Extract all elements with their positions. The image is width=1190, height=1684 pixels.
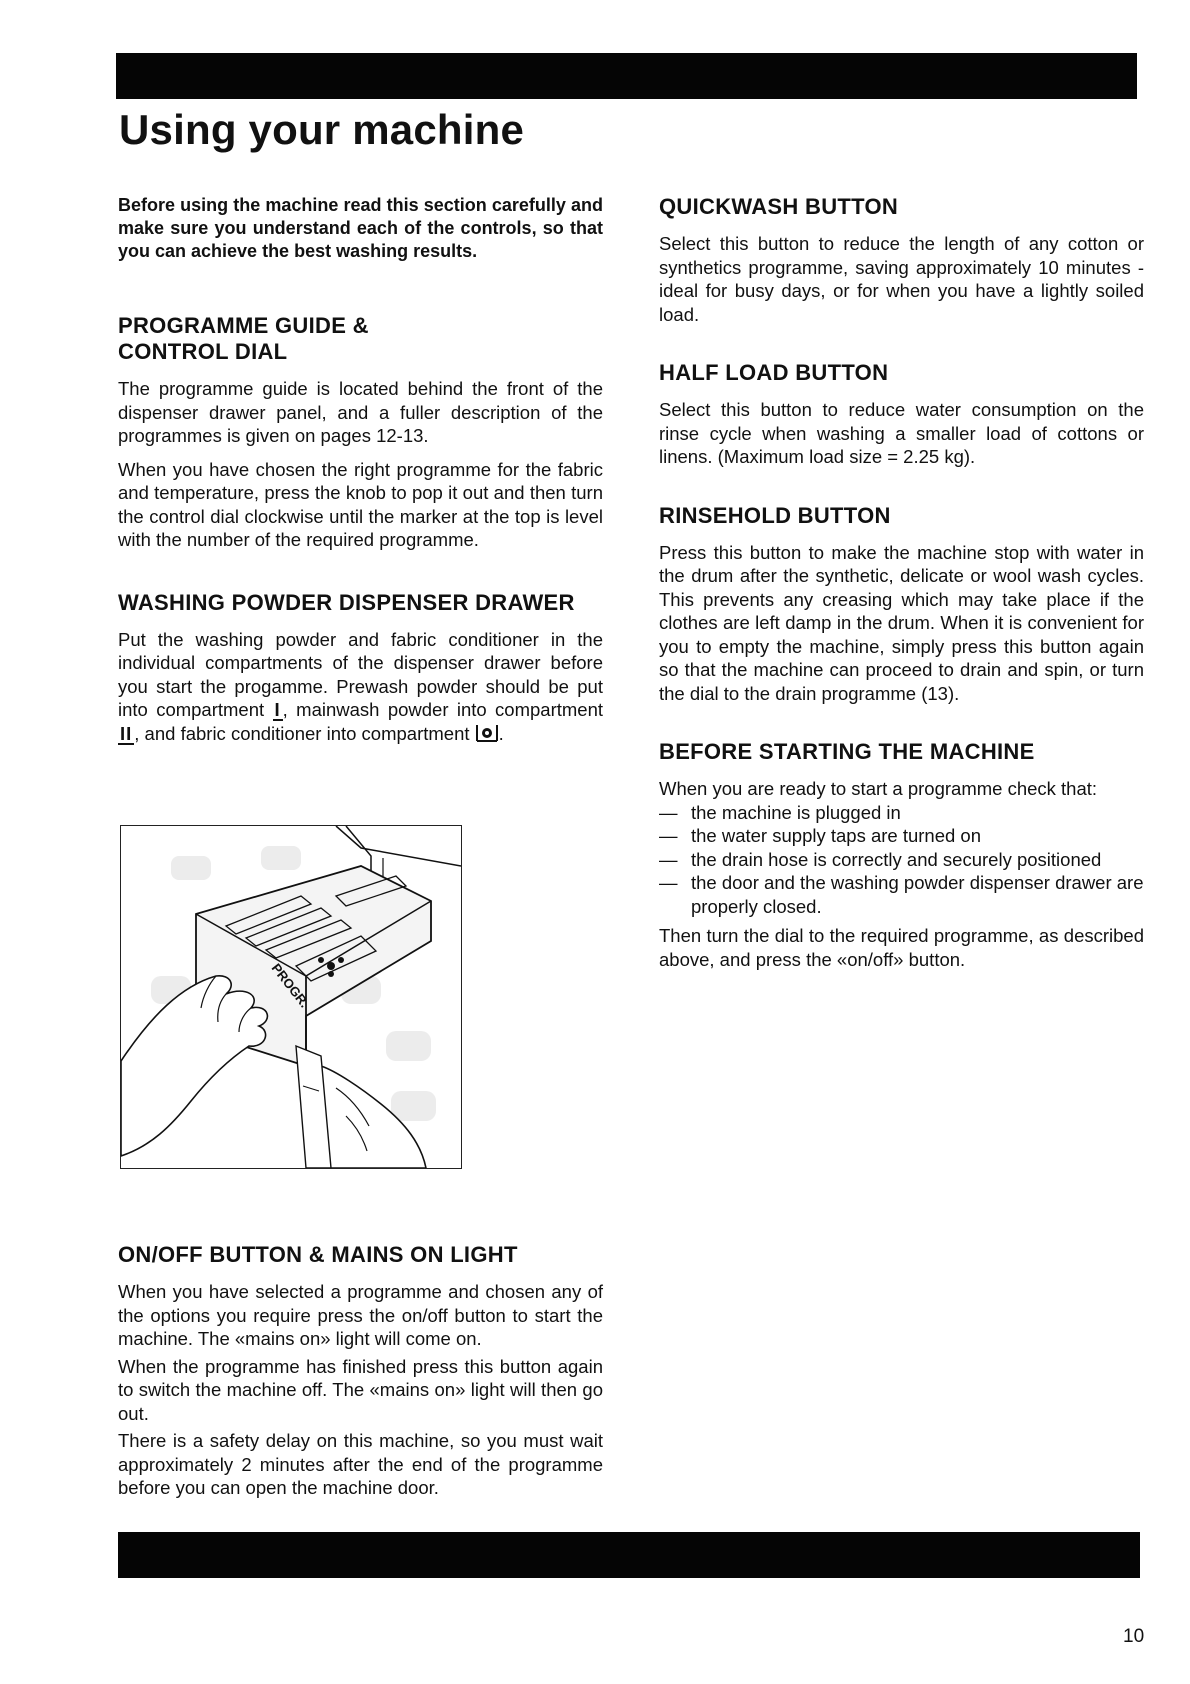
dispenser-text-2: , mainwash powder into compartment (282, 699, 604, 720)
programme-guide-heading-line2: CONTROL DIAL (118, 339, 288, 364)
onoff-paragraph-3: There is a safety delay on this machine, so you must wait approximately 2 minutes after the end of the programme before you can open the machine door. (118, 1430, 603, 1498)
halfload-section (659, 360, 1144, 469)
rinsehold-paragraph: Press this button to make the machine stop with water in the drum after the synthetic, delicate or wool wash cycles. This prevents any creasing which may take place if the clothes are left damp in the drum. When it is convenient for you to empty the machine, simply press this button again so that the machine can proceed to drain and spin, or turn the dial to the drain programme (13). (659, 541, 1144, 704)
programme-guide-heading (118, 313, 603, 365)
halfload-heading: HALF LOAD BUTTON (659, 360, 889, 385)
dispenser-text-4: . (498, 722, 504, 744)
prewash-compartment-symbol: I (274, 699, 281, 720)
checklist-item: — the machine is plugged in (659, 801, 901, 823)
programme-guide-section (118, 313, 603, 552)
dispenser-section (118, 590, 603, 749)
before-starting-section (659, 739, 1144, 971)
rinsehold-heading: RINSEHOLD BUTTON (659, 502, 891, 528)
footer-bar (118, 1532, 1140, 1578)
halfload-paragraph: Select this button to reduce water consumption on the rinse cycle when washing a smaller load of cottons or linens. (Maximum load size = 2.25 kg). (659, 399, 1144, 467)
checklist-item: — the door and the washing powder dispenser drawer are properly closed. (659, 872, 1144, 917)
left-column (118, 194, 603, 782)
before-starting-heading: BEFORE STARTING THE MACHINE (659, 739, 1035, 764)
rinsehold-section (659, 503, 1144, 706)
dispenser-text-3: , and fabric conditioner into compartment (134, 722, 470, 744)
onoff-section (118, 1242, 603, 1510)
dispenser-text-1: Put the washing powder and fabric conditioner in the individual compartments of the dispenser drawer before you start the progamme. Prewash powder should be put into compartment (118, 628, 603, 720)
quickwash-paragraph: Select this button to reduce the length of any cotton or synthetics programme, saving approximately 10 minutes - ideal for busy days, or for when you have a lightly soiled load. (659, 233, 1144, 325)
control-dial-paragraph: When you have chosen the right programme for the fabric and temperature, press the knob to pop it out and then turn the control dial clockwise until the marker at the top is level with the number of the required programme. (118, 458, 603, 550)
page-number: 10 (1123, 1626, 1145, 1647)
dispenser-heading: WASHING POWDER DISPENSER DRAWER (118, 589, 575, 615)
dispenser-paragraph (118, 628, 603, 749)
right-column (659, 194, 1144, 1005)
quickwash-heading: QUICKWASH BUTTON (659, 194, 899, 219)
mainwash-compartment-symbol: II (120, 722, 133, 744)
page-title: Using your machine (119, 106, 525, 153)
header-bar (116, 53, 1137, 99)
conditioner-compartment-icon (475, 723, 499, 749)
before-starting-intro: When you are ready to start a programme check that: (659, 778, 1098, 799)
checklist-item: — the drain hose is correctly and securely positioned (659, 848, 1102, 870)
before-starting-outro: Then turn the dial to the required programme, as described above, and press the «on/off» button. (659, 925, 1144, 970)
programme-guide-paragraph: The programme guide is located behind the front of the dispenser drawer panel, and a fuller description of the programmes is given on pages 12-13. (118, 378, 603, 446)
drawer-hands-drawing (121, 826, 461, 1168)
intro-text: Before using the machine read this section carefully and make sure you understand each of the controls, so that you can achieve the best washing results. (118, 195, 603, 261)
onoff-paragraph-2: When the programme has finished press this button again to switch the machine off. The «mains on» light will then go out. (118, 1355, 603, 1424)
checklist-item: — the water supply taps are turned on (659, 825, 982, 846)
drawer-progr-label: PROGR. (268, 960, 313, 1011)
programme-guide-heading-line1: PROGRAMME GUIDE & (118, 313, 369, 338)
dispenser-drawer-illustration (120, 825, 462, 1169)
intro-section (118, 194, 603, 263)
onoff-heading: ON/OFF BUTTON & MAINS ON LIGHT (118, 1242, 518, 1267)
onoff-paragraph-1: When you have selected a programme and chosen any of the options you require press the on/off button to start the machine. The «mains on» light will come on. (118, 1281, 603, 1349)
checklist (659, 801, 1144, 919)
quickwash-section (659, 194, 1144, 326)
